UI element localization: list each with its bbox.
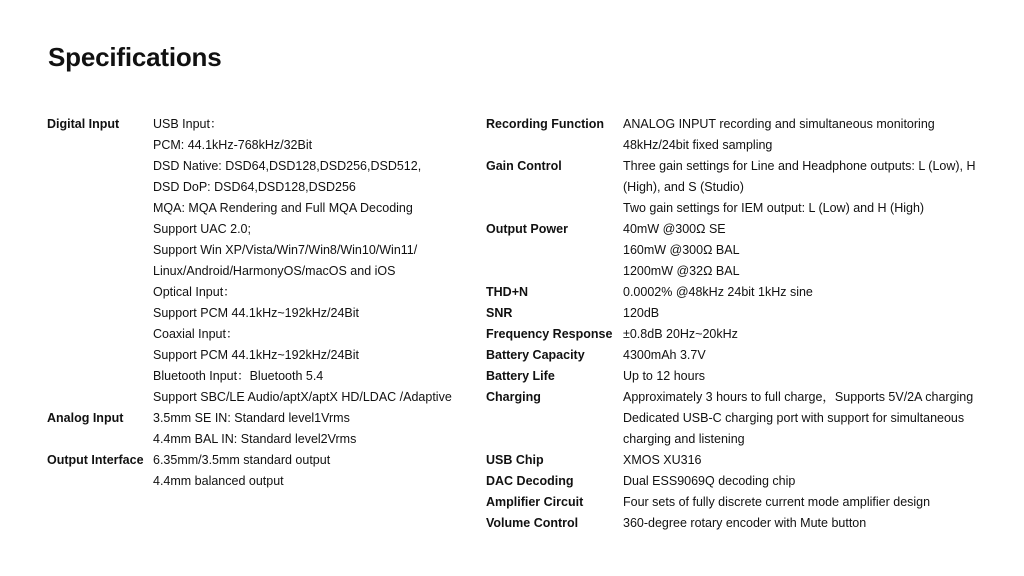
spec-row-output-power bbox=[486, 219, 1006, 282]
spec-value-line: XMOS XU316 bbox=[623, 453, 702, 467]
spec-label: Analog Input bbox=[47, 411, 124, 425]
spec-value-line: Optical Input： bbox=[153, 285, 236, 299]
spec-values bbox=[623, 324, 1006, 345]
spec-label: Volume Control bbox=[486, 516, 579, 530]
spec-label: Amplifier Circuit bbox=[486, 495, 584, 509]
spec-row-thd-n bbox=[486, 282, 1006, 303]
spec-value-line: 160mW @300Ω BAL bbox=[623, 243, 740, 257]
spec-row-gain-control bbox=[486, 156, 1006, 219]
spec-value-line: Three gain settings for Line and Headphone outputs: L (Low), H bbox=[623, 159, 976, 173]
specs-right-column bbox=[486, 114, 1006, 534]
spec-value-line: ±0.8dB 20Hz~20kHz bbox=[623, 327, 738, 341]
spec-value-line: 360-degree rotary encoder with Mute button bbox=[623, 516, 867, 530]
spec-value-line: Up to 12 hours bbox=[623, 369, 705, 383]
spec-values bbox=[623, 366, 1006, 387]
spec-label: SNR bbox=[486, 306, 513, 320]
spec-value-line: 48kHz/24bit fixed sampling bbox=[623, 138, 773, 152]
specs-left-column bbox=[47, 114, 467, 492]
spec-values bbox=[623, 156, 1006, 219]
spec-row-battery-life bbox=[486, 366, 1006, 387]
spec-label: THD+N bbox=[486, 285, 529, 299]
spec-label: Digital Input bbox=[47, 117, 120, 131]
spec-values bbox=[153, 450, 467, 492]
spec-value-line: Linux/Android/HarmonyOS/macOS and iOS bbox=[153, 264, 396, 278]
spec-value-line: ANALOG INPUT recording and simultaneous monitoring bbox=[623, 117, 935, 131]
page-title: Specifications bbox=[48, 42, 222, 72]
spec-values bbox=[623, 513, 1006, 534]
spec-value-line: PCM: 44.1kHz-768kHz/32Bit bbox=[153, 138, 313, 152]
spec-values bbox=[153, 114, 467, 408]
spec-row-volume-control bbox=[486, 513, 1006, 534]
spec-values bbox=[623, 345, 1006, 366]
spec-value-line: Support Win XP/Vista/Win7/Win8/Win10/Win11/ bbox=[153, 243, 418, 257]
spec-value-line: MQA: MQA Rendering and Full MQA Decoding bbox=[153, 201, 413, 215]
spec-value-line: 120dB bbox=[623, 306, 660, 320]
spec-value-line: (High), and S (Studio) bbox=[623, 180, 744, 194]
spec-label: USB Chip bbox=[486, 453, 544, 467]
spec-value-line: Coaxial Input： bbox=[153, 327, 239, 341]
spec-value-line: 3.5mm SE IN: Standard level1Vrms bbox=[153, 411, 350, 425]
spec-value-line: Dual ESS9069Q decoding chip bbox=[623, 474, 796, 488]
spec-value-line: DSD Native: DSD64,DSD128,DSD256,DSD512, bbox=[153, 159, 422, 173]
spec-row-dac-decoding bbox=[486, 471, 1006, 492]
spec-label: Recording Function bbox=[486, 117, 605, 131]
spec-values bbox=[623, 303, 1006, 324]
spec-value-line: Support UAC 2.0; bbox=[153, 222, 251, 236]
spec-row-amplifier-circuit bbox=[486, 492, 1006, 513]
spec-value-line: DSD DoP: DSD64,DSD128,DSD256 bbox=[153, 180, 356, 194]
spec-label: Battery Life bbox=[486, 369, 555, 383]
spec-values bbox=[623, 387, 1006, 450]
spec-values bbox=[623, 114, 1006, 156]
spec-value-line: Support PCM 44.1kHz~192kHz/24Bit bbox=[153, 348, 360, 362]
spec-label: Output Interface bbox=[47, 453, 144, 467]
spec-label: Output Power bbox=[486, 222, 568, 236]
spec-value-line: Support SBC/LE Audio/aptX/aptX HD/LDAC /Adaptive bbox=[153, 390, 452, 404]
spec-row-charging bbox=[486, 387, 1006, 450]
spec-label: DAC Decoding bbox=[486, 474, 574, 488]
spec-value-line: 0.0002% @48kHz 24bit 1kHz sine bbox=[623, 285, 813, 299]
spec-value-line: Support PCM 44.1kHz~192kHz/24Bit bbox=[153, 306, 360, 320]
spec-values bbox=[623, 492, 1006, 513]
spec-values bbox=[623, 219, 1006, 282]
spec-value-line: Dedicated USB-C charging port with support for simultaneous bbox=[623, 411, 965, 425]
spec-row-recording-function bbox=[486, 114, 1006, 156]
spec-row-output-interface bbox=[47, 450, 467, 492]
spec-row-frequency-response bbox=[486, 324, 1006, 345]
spec-value-line: 4300mAh 3.7V bbox=[623, 348, 706, 362]
spec-label: Charging bbox=[486, 390, 541, 404]
spec-value-line: charging and listening bbox=[623, 432, 745, 446]
spec-value-line: 4.4mm BAL IN: Standard level2Vrms bbox=[153, 432, 357, 446]
spec-label: Gain Control bbox=[486, 159, 562, 173]
spec-label: Battery Capacity bbox=[486, 348, 585, 362]
spec-value-line: 6.35mm/3.5mm standard output bbox=[153, 453, 331, 467]
spec-value-line: 4.4mm balanced output bbox=[153, 474, 284, 488]
spec-values bbox=[623, 282, 1006, 303]
spec-values bbox=[153, 408, 467, 450]
spec-row-usb-chip bbox=[486, 450, 1006, 471]
spec-label: Frequency Response bbox=[486, 327, 613, 341]
spec-value-line: 40mW @300Ω SE bbox=[623, 222, 726, 236]
spec-value-line: USB Input： bbox=[153, 117, 223, 131]
spec-row-snr bbox=[486, 303, 1006, 324]
spec-values bbox=[623, 471, 1006, 492]
spec-row-analog-input bbox=[47, 408, 467, 450]
spec-row-digital-input bbox=[47, 114, 467, 408]
spec-value-line: Four sets of fully discrete current mode amplifier design bbox=[623, 495, 931, 509]
spec-values bbox=[623, 450, 1006, 471]
spec-value-line: Approximately 3 hours to full charge，Supports 5V/2A charging bbox=[623, 390, 974, 404]
spec-value-line: Two gain settings for IEM output: L (Low) and H (High) bbox=[623, 201, 925, 215]
spec-value-line: Bluetooth Input：Bluetooth 5.4 bbox=[153, 369, 324, 383]
spec-row-battery-capacity bbox=[486, 345, 1006, 366]
spec-value-line: 1200mW @32Ω BAL bbox=[623, 264, 740, 278]
